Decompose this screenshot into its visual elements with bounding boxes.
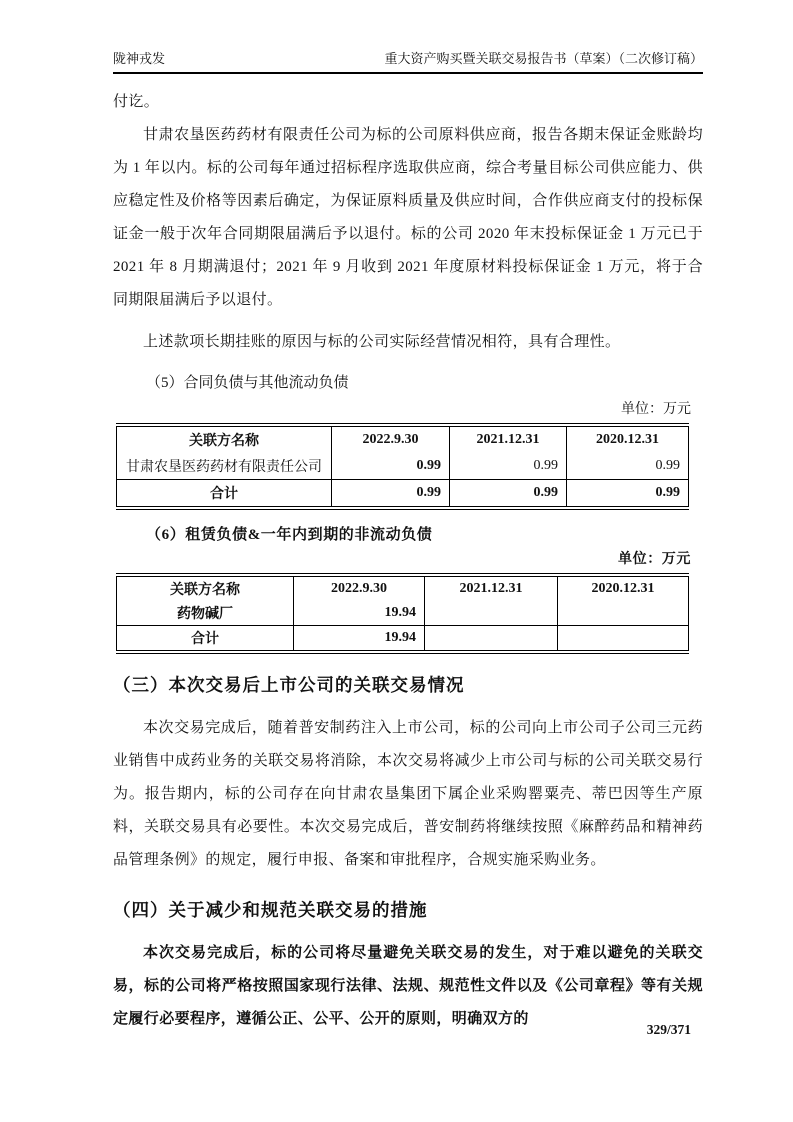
column-header-related-party: 关联方名称	[117, 425, 332, 453]
total-label: 合计	[117, 480, 332, 509]
value-2022: 19.94	[294, 601, 425, 626]
total-2022: 0.99	[332, 480, 450, 509]
paragraph-reasonableness: 上述款项长期挂账的原因与标的公司实际经营情况相符，具有合理性。	[143, 334, 621, 350]
total-label: 合计	[117, 626, 294, 653]
table-row	[117, 453, 689, 480]
unit-label-lease: 单位：万元	[618, 552, 691, 567]
contract-liabilities-table	[116, 423, 689, 510]
value-2020	[558, 601, 689, 626]
total-2021	[425, 626, 558, 653]
paragraph-supplier-deposit: 甘肃农垦医药药材有限责任公司为标的公司原料供应商，报告各期末保证金账龄均为 1 年以内。标的公司每年通过招标程序选取供应商，综合考量目标公司供应能力、供应稳定性及价格等因素后确定，为保证原料质量及供应时间，合作供应商支付的投标保证金一般于次年合同期限届满后予以退付。标的公司 2020 年末投标保证金 1 万元已于 2021 年 8 月期满退付；2021 年 9 月收到 2021 年度原材料投标保证金 1 万元，将于合同期限届满后予以退付。	[113, 127, 703, 308]
paragraph-section-4: 本次交易完成后，标的公司将尽量避免关联交易的发生，对于难以避免的关联交易，标的公司将严格按照国家现行法律、法规、规范性文件以及《公司章程》等有关规定履行必要程序，遵循公正、公平、公开的原则，明确双方的	[113, 945, 703, 1027]
column-header-related-party: 关联方名称	[117, 575, 294, 601]
table-row	[117, 601, 689, 626]
paragraph-continuation: 付讫。	[113, 94, 160, 110]
header-report-title: 重大资产购买暨关联交易报告书（草案）（二次修订稿）	[384, 51, 703, 66]
table-total-row	[117, 480, 689, 509]
page-number: 329/371	[646, 1022, 691, 1037]
value-2021	[425, 601, 558, 626]
column-header-2022-09-30: 2022.9.30	[332, 425, 450, 453]
heading-section-3: （三）本次交易后上市公司的关联交易情况	[113, 675, 465, 695]
total-2022: 19.94	[294, 626, 425, 653]
page-body	[113, 86, 703, 1036]
related-party-name: 药物碱厂	[117, 601, 294, 626]
value-2022: 0.99	[332, 453, 450, 480]
value-2021: 0.99	[450, 453, 567, 480]
unit-label-contract: 单位：万元	[621, 402, 691, 417]
table-header-row	[117, 575, 689, 601]
heading-contract-liabilities: （5）合同负债与其他流动负债	[146, 375, 349, 391]
column-header-2021-12-31: 2021.12.31	[450, 425, 567, 453]
heading-section-4: （四）关于减少和规范关联交易的措施	[113, 900, 428, 920]
page-footer	[647, 1022, 691, 1038]
paragraph-section-3: 本次交易完成后，随着普安制药注入上市公司，标的公司向上市公司子公司三元药业销售中成药业务的关联交易将消除，本次交易将减少上市公司与标的公司关联交易行为。报告期内，标的公司存在向甘肃农垦集团下属企业采购罂粟壳、蒂巴因等生产原料，关联交易具有必要性。本次交易完成后，普安制药将继续按照《麻醉药品和精神药品管理条例》的规定，履行申报、备案和审批程序，合规实施采购业务。	[113, 720, 703, 868]
lease-liabilities-table	[116, 573, 689, 654]
related-party-name: 甘肃农垦医药药材有限责任公司	[117, 453, 332, 480]
column-header-2020-12-31: 2020.12.31	[567, 425, 689, 453]
table-header-row	[117, 425, 689, 453]
column-header-2021-12-31: 2021.12.31	[425, 575, 558, 601]
heading-lease-liabilities: （6）租赁负债&一年内到期的非流动负债	[146, 527, 433, 543]
total-2021: 0.99	[450, 480, 567, 509]
value-2020: 0.99	[567, 453, 689, 480]
total-2020: 0.99	[567, 480, 689, 509]
page-header	[113, 48, 703, 74]
total-2020	[558, 626, 689, 653]
table-total-row	[117, 626, 689, 653]
column-header-2022-09-30: 2022.9.30	[294, 575, 425, 601]
column-header-2020-12-31: 2020.12.31	[558, 575, 689, 601]
header-company-short-name: 陇神戎发	[113, 51, 166, 66]
